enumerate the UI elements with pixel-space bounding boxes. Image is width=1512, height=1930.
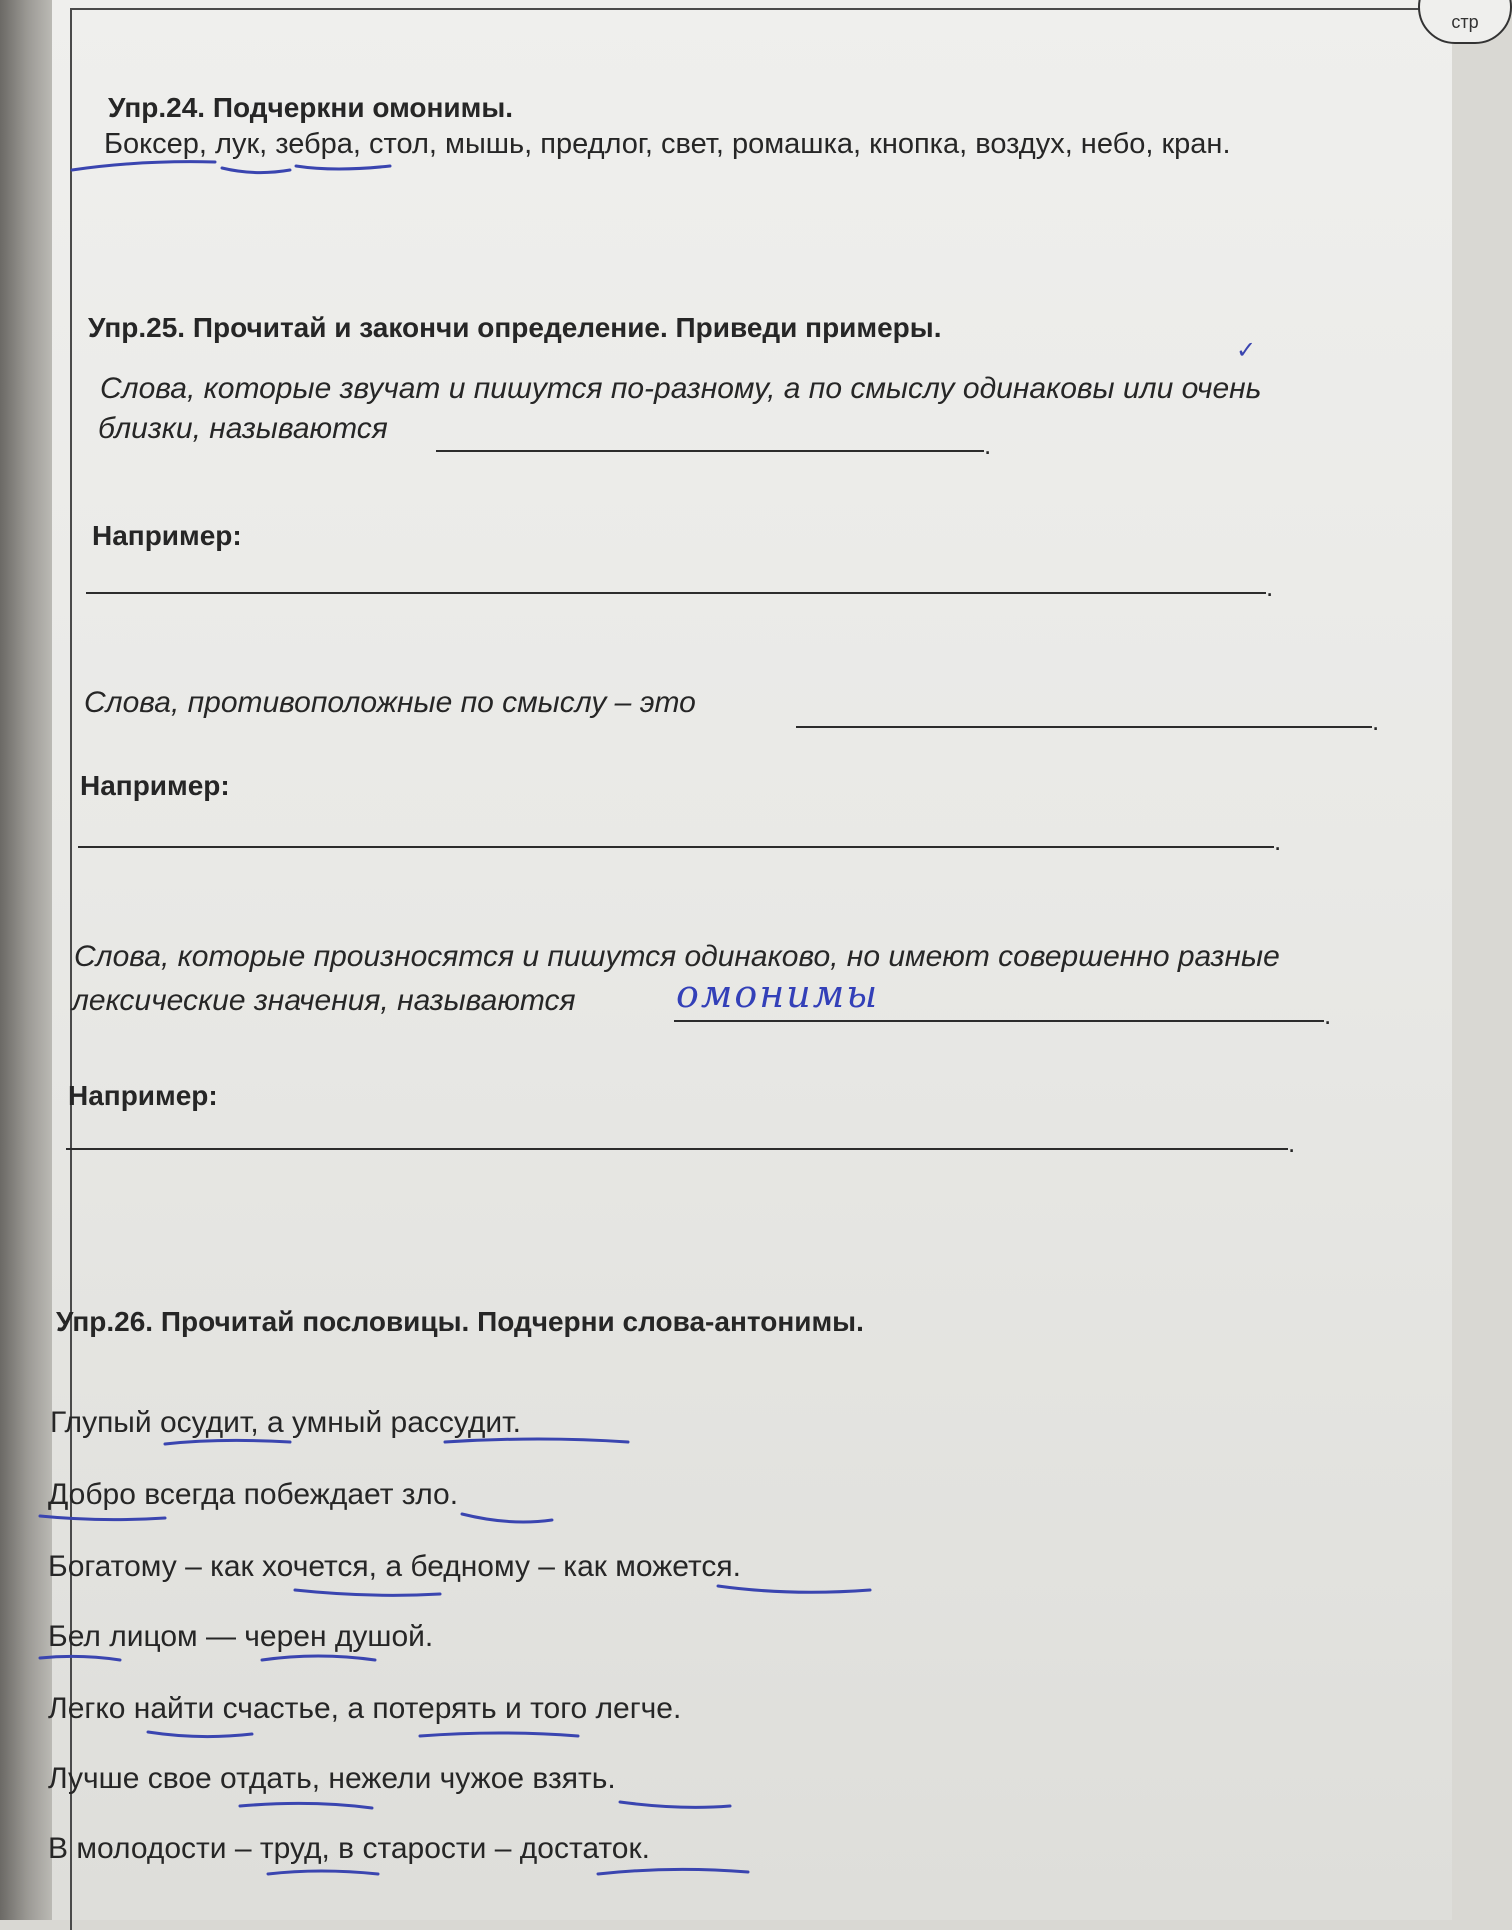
def1-line1: Слова, которые звучат и пишутся по-разному, а по смыслу одинаковы или очень (100, 372, 1262, 405)
ex24-title: Упр.24. Подчеркни омонимы. (108, 92, 514, 123)
example-period-1: . (1266, 572, 1274, 602)
example-line-1[interactable] (86, 592, 1266, 594)
ex26-title: Упр.26. Прочитай пословицы. Подчерни слова-антонимы. (56, 1306, 864, 1337)
example-line-3[interactable] (66, 1148, 1288, 1150)
example-period-3: . (1288, 1128, 1296, 1158)
proverb-4: Бел лицом — черен душой. (48, 1620, 434, 1653)
def2-answer-line[interactable] (796, 726, 1372, 728)
def2-period: . (1372, 706, 1380, 736)
example-label-2: Например: (80, 770, 230, 801)
def1-period: . (984, 430, 992, 460)
def3-line2: лексические значения, называются (72, 984, 576, 1017)
def3-period: . (1324, 1000, 1332, 1030)
ex25-title: Упр.25. Прочитай и закончи определение. Приведи примеры. (88, 312, 942, 343)
def3-handwritten-answer: омонимы (676, 972, 880, 1016)
proverb-2: Добро всегда побеждает зло. (48, 1478, 459, 1511)
ex24-words: Боксер, лук, зебра, стол, мышь, предлог, свет, ромашка, кнопка, воздух, небо, кран. (104, 128, 1231, 160)
page-number-badge: стр (1418, 0, 1512, 44)
check-mark-icon: ✓ (1236, 337, 1257, 364)
def3-line1: Слова, которые произносятся и пишутся одинаково, но имеют совершенно разные (74, 940, 1280, 973)
proverb-5: Легко найти счастье, а потерять и того легче. (48, 1692, 682, 1725)
def3-answer-line[interactable] (674, 1020, 1324, 1022)
example-line-2[interactable] (78, 846, 1274, 848)
def2-text: Слова, противоположные по смыслу – это (84, 686, 696, 719)
example-label-1: Например: (92, 520, 242, 551)
proverb-3: Богатому – как хочется, а бедному – как можется. (48, 1550, 741, 1583)
def1-answer-line[interactable] (436, 450, 984, 452)
example-label-3: Например: (68, 1080, 218, 1111)
proverb-6: Лучше свое отдать, нежели чужое взять. (48, 1762, 616, 1795)
def1-line2: близки, называются (98, 412, 388, 445)
proverb-7: В молодости – труд, в старости – достаток. (48, 1832, 650, 1865)
proverb-1: Глупый осудит, а умный рассудит. (50, 1406, 521, 1439)
example-period-2: . (1274, 826, 1282, 856)
